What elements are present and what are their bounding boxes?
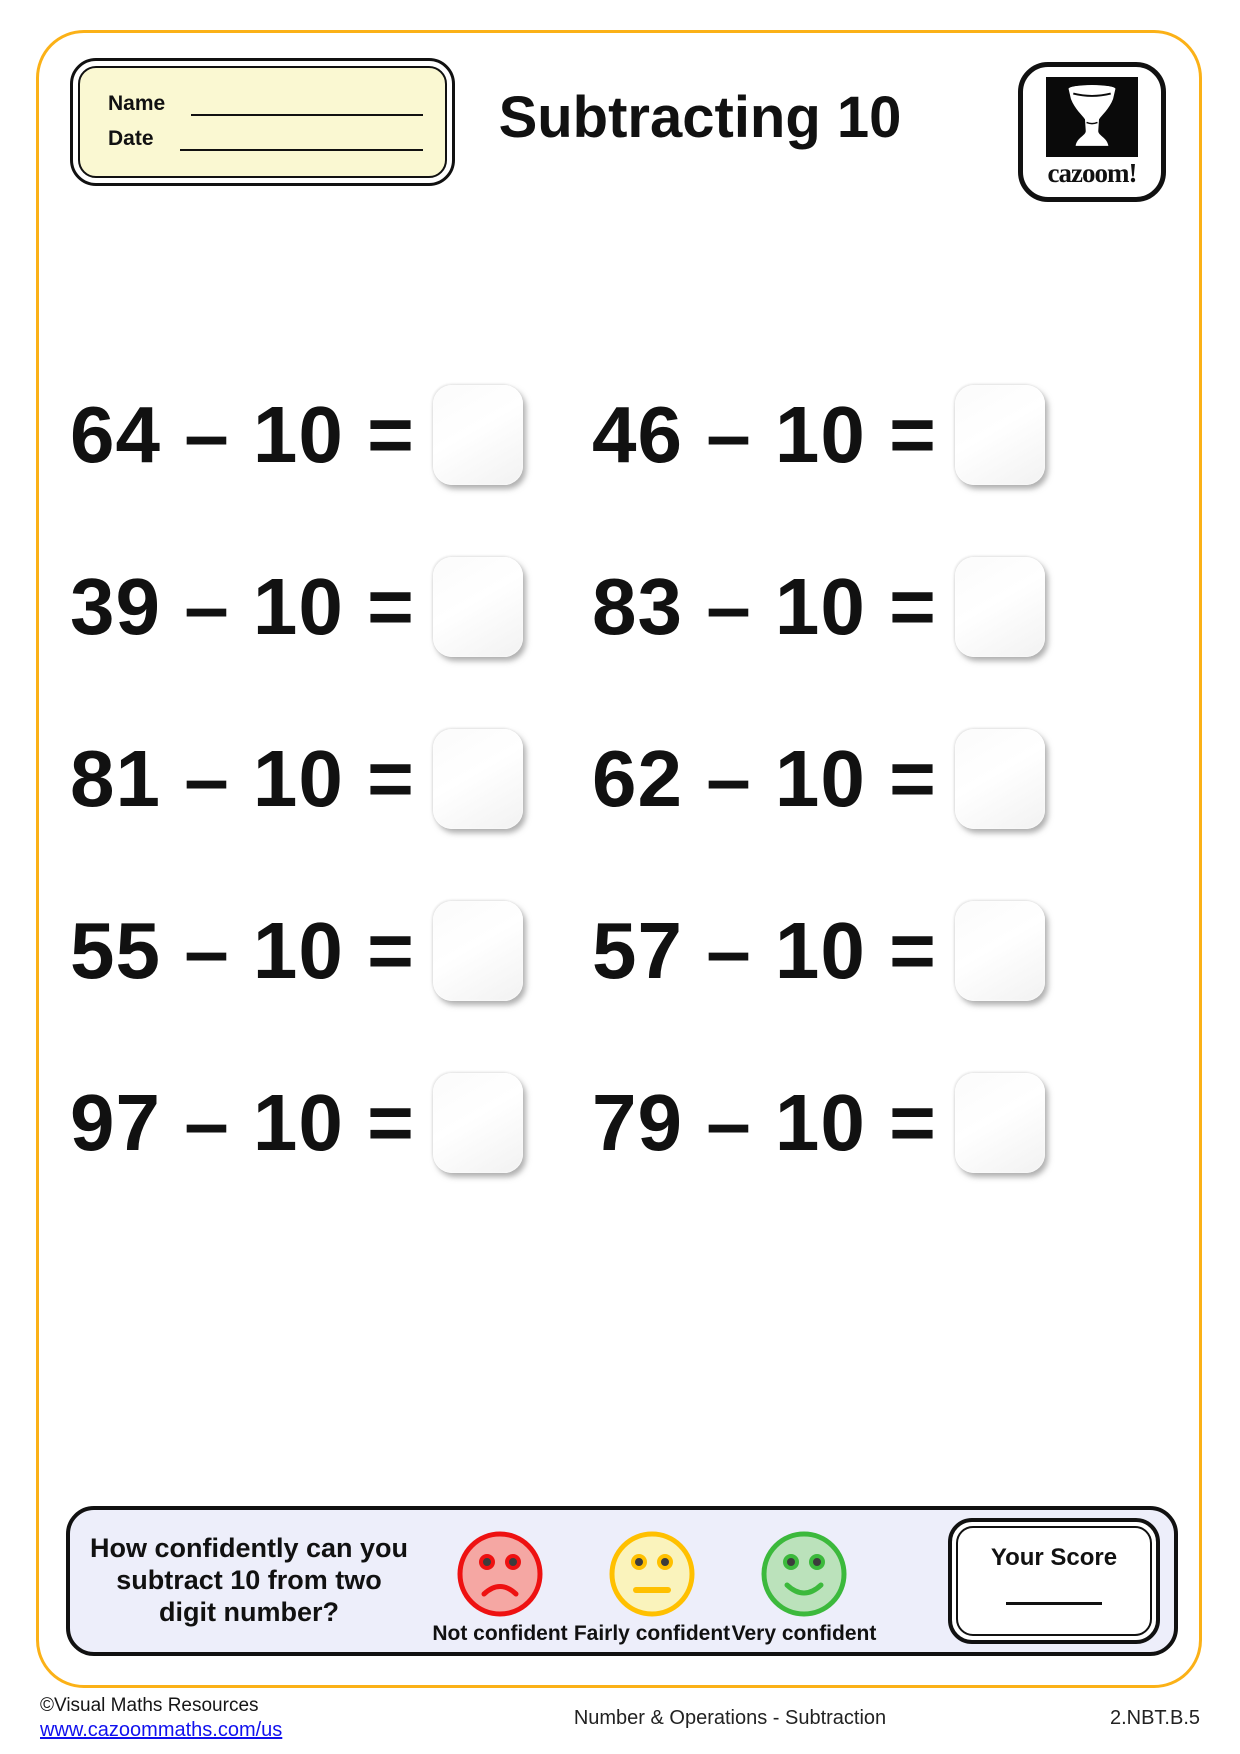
option-label: Fairly confident xyxy=(573,1622,731,1645)
name-date-box-inner xyxy=(78,66,447,178)
face-option-not-confident[interactable] xyxy=(424,1510,576,1652)
problem-row1-left xyxy=(70,385,592,485)
date-line[interactable] xyxy=(180,131,423,151)
answer-box[interactable] xyxy=(955,385,1045,485)
answer-box[interactable] xyxy=(955,1073,1045,1173)
problem-row4-left xyxy=(70,901,592,1001)
problem-row2-right xyxy=(592,557,1180,657)
option-label: Not confident xyxy=(432,1622,568,1645)
equation-text: 57 – 10 = xyxy=(592,906,937,995)
equation-text: 64 – 10 = xyxy=(70,390,415,479)
date-label: Date xyxy=(108,127,154,150)
equation-text: 97 – 10 = xyxy=(70,1078,415,1167)
score-line[interactable] xyxy=(1006,1602,1102,1605)
equation-text: 79 – 10 = xyxy=(592,1078,937,1167)
problem-row4-right xyxy=(592,901,1180,1001)
answer-box[interactable] xyxy=(955,557,1045,657)
equation-text: 39 – 10 = xyxy=(70,562,415,651)
name-line[interactable] xyxy=(191,96,423,116)
footer-link[interactable]: www.cazoommaths.com/us xyxy=(40,1718,283,1741)
your-score-label: Your Score xyxy=(990,1544,1118,1571)
equation-text: 62 – 10 = xyxy=(592,734,937,823)
answer-box[interactable] xyxy=(955,901,1045,1001)
djembe-drum-icon xyxy=(1046,77,1138,157)
confidence-bar xyxy=(66,1506,1178,1656)
equation-text: 46 – 10 = xyxy=(592,390,937,479)
cazoom-logo xyxy=(1018,62,1166,202)
problem-row3-right xyxy=(592,729,1180,829)
name-row xyxy=(108,93,423,116)
score-box xyxy=(948,1518,1160,1644)
page-footer xyxy=(40,1694,1200,1743)
face-option-very-confident[interactable] xyxy=(728,1510,880,1652)
footer-left xyxy=(40,1694,390,1743)
answer-box[interactable] xyxy=(433,385,523,485)
confidence-question: How confidently can you subtract 10 from two digit number? xyxy=(89,1533,409,1627)
equation-text: 83 – 10 = xyxy=(592,562,937,651)
neutral-face-icon xyxy=(607,1529,697,1619)
answer-box[interactable] xyxy=(433,729,523,829)
equation-text: 55 – 10 = xyxy=(70,906,415,995)
problem-row5-right xyxy=(592,1073,1180,1173)
name-label: Name xyxy=(108,92,166,115)
answer-box[interactable] xyxy=(433,901,523,1001)
page-title: Subtracting 10 xyxy=(498,85,902,150)
confidence-options xyxy=(424,1510,880,1652)
problem-row2-left xyxy=(70,557,592,657)
answer-box[interactable] xyxy=(955,729,1045,829)
problems-grid xyxy=(70,349,1180,1209)
sad-face-icon xyxy=(455,1529,545,1619)
score-box-inner xyxy=(956,1526,1152,1636)
name-date-box xyxy=(70,58,455,186)
happy-face-icon xyxy=(759,1529,849,1619)
problem-row3-left xyxy=(70,729,592,829)
footer-category: Number & Operations - Subtraction xyxy=(573,1707,887,1729)
standard-code: 2.NBT.B.5 xyxy=(1109,1707,1200,1729)
cazoom-logo-text: cazoom! xyxy=(1047,158,1137,188)
face-option-fairly-confident[interactable] xyxy=(573,1510,731,1652)
answer-box[interactable] xyxy=(433,557,523,657)
problem-row5-left xyxy=(70,1073,592,1173)
equation-text: 81 – 10 = xyxy=(70,734,415,823)
footer-copyright: ©Visual Maths Resources xyxy=(40,1695,259,1716)
problem-row1-right xyxy=(592,385,1180,485)
date-row xyxy=(108,128,423,151)
answer-box[interactable] xyxy=(433,1073,523,1173)
option-label: Very confident xyxy=(731,1622,877,1645)
